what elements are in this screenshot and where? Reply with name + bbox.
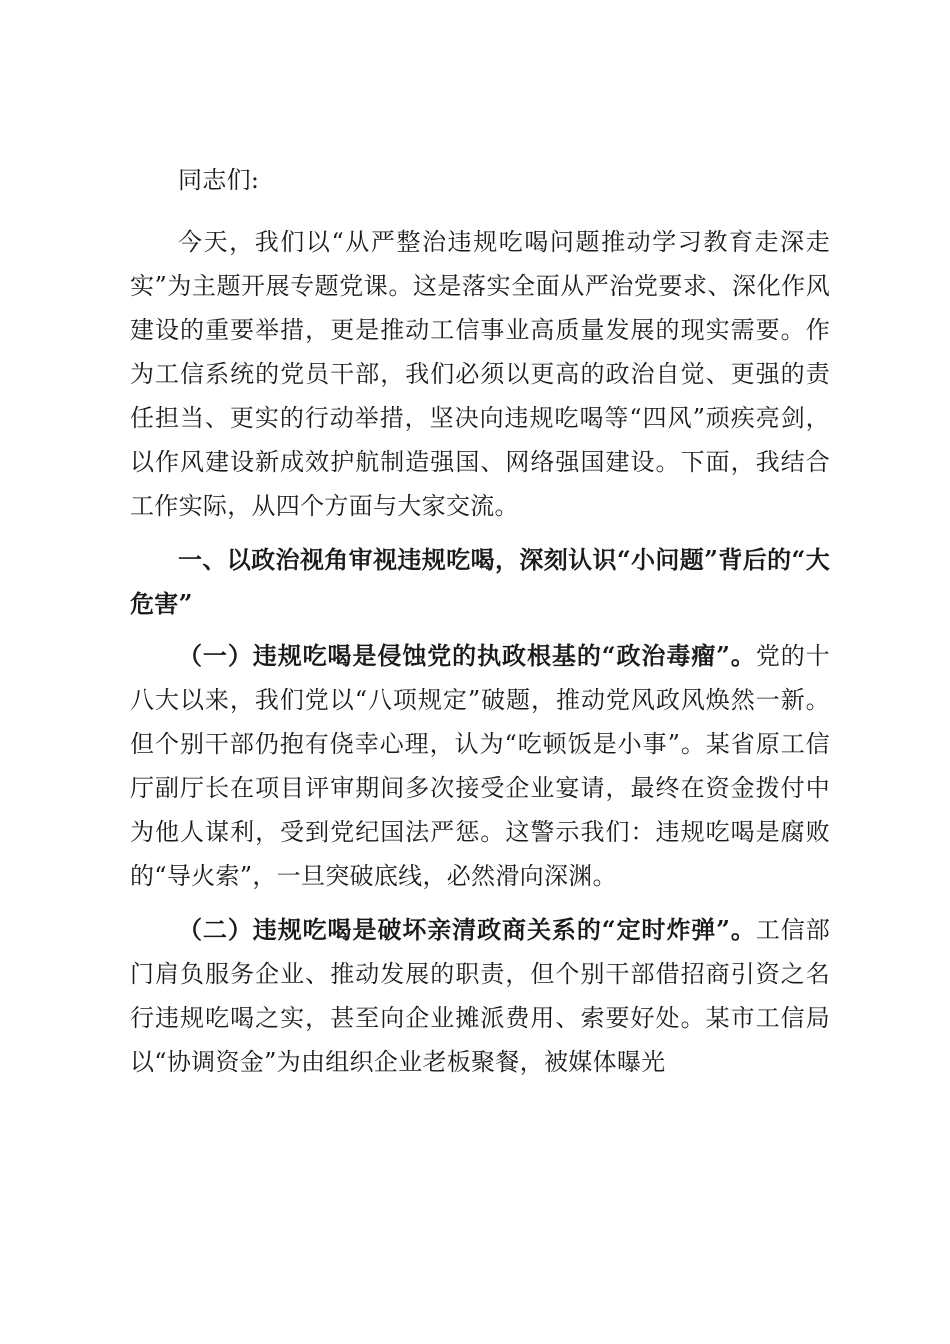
document-body bbox=[130, 158, 830, 1094]
subsection-lead: （一）违规吃喝是侵蚀党的执政根基的“政治毒瘤”。 bbox=[178, 641, 756, 670]
subsection-body: 党的十八大以来，我们党以“八项规定”破题，推动党风政风焕然一新。但个别干部仍抱有侥幸心理，认为“吃顿饭是小事”。某省原工信厅副厅长在项目评审期间多次接受企业宴请，最终在资金拨付中为他人谋利，受到党纪国法严惩。这警示我们：违规吃喝是腐败的“导火索”，一旦突破底线，必然滑向深渊。 bbox=[130, 642, 830, 890]
section-heading: 一、以政治视角审视违规吃喝，深刻认识“小问题”背后的“大危害” bbox=[130, 545, 830, 618]
subsection-paragraph bbox=[130, 634, 830, 898]
intro-paragraph: 今天，我们以“从严整治违规吃喝问题推动学习教育走深走实”为主题开展专题党课。这是落实全面从严治党要求、深化作风建设的重要举措，更是推动工信事业高质量发展的现实需要。作为工信系统的党员干部，我们必须以更高的政治自觉、更强的责任担当、更实的行动举措，坚决向违规吃喝等“四风”顽疾亮剑，以作风建设新成效护航制造强国、网络强国建设。下面，我结合工作实际，从四个方面与大家交流。 bbox=[130, 228, 830, 520]
subsection-paragraph bbox=[130, 908, 830, 1084]
subsection-body: 工信部门肩负服务企业、推动发展的职责，但个别干部借招商引资之名行违规吃喝之实，甚至向企业摊派费用、索要好处。某市工信局以“协调资金”为由组织企业老板聚餐，被媒体曝光 bbox=[130, 916, 830, 1076]
subsection-lead: （二）违规吃喝是破坏亲清政商关系的“定时炸弹”。 bbox=[178, 915, 756, 944]
salutation: 同志们: bbox=[178, 166, 260, 194]
